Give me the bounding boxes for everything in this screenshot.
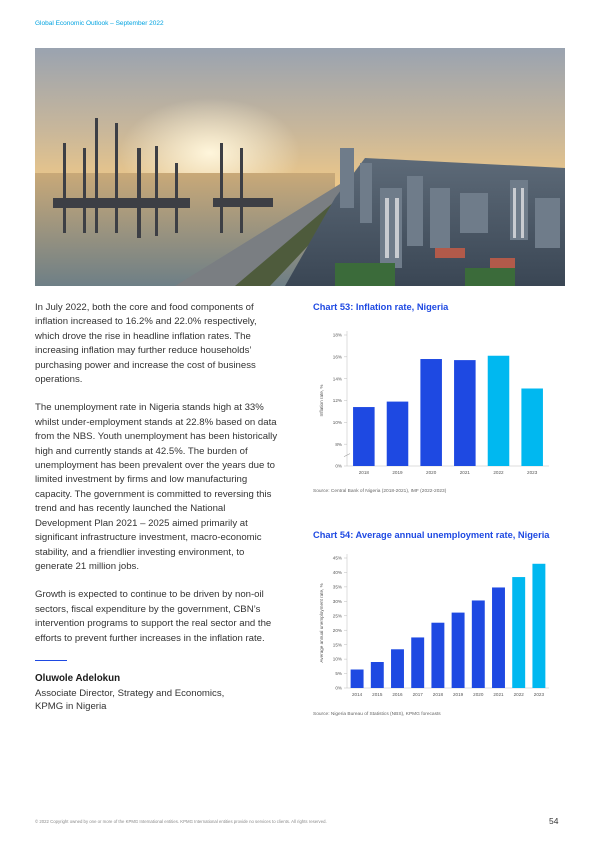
bar (431, 623, 444, 688)
bar (351, 670, 364, 688)
x-tick-label: 2023 (533, 692, 545, 697)
bar (420, 359, 442, 466)
bar (411, 637, 424, 688)
bar (532, 564, 545, 688)
bar (391, 649, 404, 688)
bar (353, 407, 375, 466)
x-tick-label: 2021 (459, 470, 470, 475)
y-tick-label: 5% (335, 671, 342, 677)
y-tick-label: 30% (332, 598, 342, 604)
lagos-waterfront-photo (35, 48, 565, 286)
y-tick-label: 8% (335, 441, 342, 447)
bar (512, 577, 525, 688)
y-tick-label: 14% (332, 376, 342, 382)
y-tick-label: 10% (332, 656, 342, 662)
x-tick-label: 2023 (527, 470, 538, 475)
y-tick-label: 15% (332, 642, 342, 648)
y-tick-label: 12% (332, 398, 342, 404)
x-tick-label: 2017 (412, 692, 423, 697)
bar (452, 613, 465, 688)
chart-54-source: Source: Nigeria Bureau of Statistics (NBS), KPMG forecasts (313, 712, 441, 717)
bar (371, 662, 384, 688)
author-name: Oluwole Adelokun (35, 673, 121, 685)
x-tick-label: 2020 (426, 470, 437, 475)
x-tick-label: 2016 (392, 692, 403, 697)
body-paragraph: Growth is expected to continue to be driven by non-oil sectors, fiscal expenditure by the government, CBN’s intervention programs to support the real sector and the efforts to prevent further increases in the inflation rate. (35, 589, 272, 644)
y-tick-label: 0% (335, 685, 342, 691)
bar (521, 388, 543, 466)
y-tick-label: 45% (332, 555, 342, 561)
y-axis-title: Inflation rate, % (319, 384, 324, 417)
y-tick-label: 18% (332, 332, 342, 338)
author-divider (35, 660, 67, 662)
chart-53-source: Source: Central Bank of Nigeria (2018-2021), IMF (2022-2023) (313, 489, 447, 494)
body-text-column (35, 301, 279, 713)
y-tick-label: 20% (332, 627, 342, 633)
bar (492, 587, 505, 688)
x-tick-label: 2022 (513, 692, 524, 697)
y-tick-label: 25% (332, 613, 342, 619)
x-tick-label: 2021 (493, 692, 504, 697)
bar (454, 360, 476, 466)
unemployment-rate-chart (305, 549, 555, 709)
inflation-rate-chart (305, 322, 555, 482)
bar (472, 600, 485, 688)
page-number: 54 (549, 816, 559, 826)
hero-photo (35, 48, 565, 286)
author-role-line2: KPMG in Nigeria (35, 700, 107, 712)
y-tick-label: 40% (332, 570, 342, 576)
author-role-line1: Associate Director, Strategy and Economics, (35, 687, 225, 699)
y-tick-label: 35% (332, 584, 342, 590)
bar (387, 402, 409, 466)
x-tick-label: 2014 (351, 692, 363, 697)
body-paragraph: In July 2022, both the core and food components of inflation increased to 16.2% and 22.0% respectively, which drove the rise in headline inflation rates. The increasing inflation may further reduce households’ purchasing power and increase the cost of business operations. (35, 302, 257, 386)
y-axis-title: Average annual unemployment rate, % (319, 583, 324, 663)
x-tick-label: 2020 (473, 692, 484, 697)
x-tick-label: 2019 (392, 470, 403, 475)
y-tick-label: 10% (332, 419, 342, 425)
body-paragraph: The unemployment rate in Nigeria stands high at 33% whilst under-employment stands at 22.8% based on data from the NBS. Youth unemployment has been historically high and currently stands at 42.5%. The burden of unemployment has been prevalent over the years due to limited investment by firms and low manufacturing capacity. The government is committed to reversing this trend and has recently launched the National Development Plan 2021 – 2025 aimed primarily at significant infrastructure investment, macro-economic stability, and a friendlier investing environment, to generate 21 million jobs. (35, 402, 278, 572)
bar (488, 356, 510, 466)
running-header: Global Economic Outlook – September 2022 (35, 20, 164, 27)
x-tick-label: 2018 (432, 692, 444, 697)
chart-53-title: Chart 53: Inflation rate, Nigeria (313, 302, 449, 312)
chart-54-title: Chart 54: Average annual unemployment rate, Nigeria (313, 530, 550, 540)
x-tick-label: 2019 (452, 692, 464, 697)
y-tick-label: 16% (332, 354, 342, 360)
x-tick-label: 2018 (358, 470, 369, 475)
x-tick-label: 2015 (372, 692, 383, 697)
x-tick-label: 2022 (493, 470, 504, 475)
y-tick-label: 0% (335, 463, 342, 469)
footer-legal: © 2022 Copyright owned by one or more of the KPMG International entities. KPMG International entities provide no services to clients. All rights reserved. (35, 819, 327, 824)
